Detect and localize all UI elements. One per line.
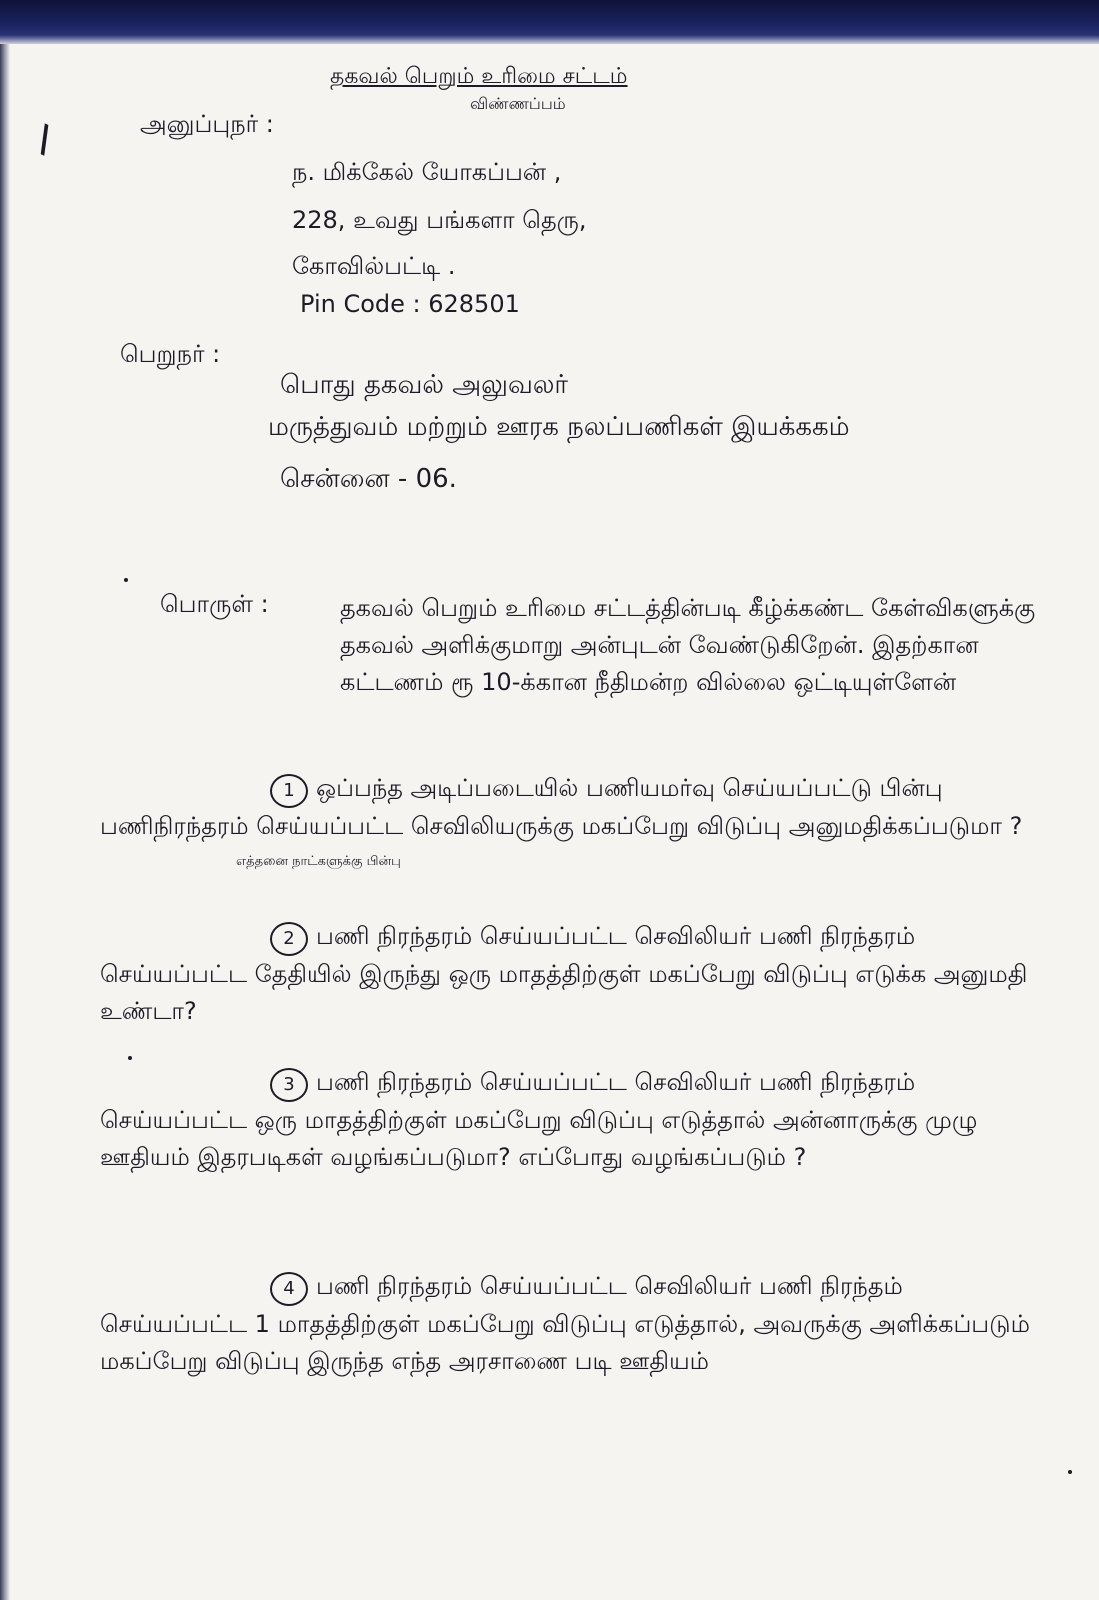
question-2 <box>100 918 1040 1030</box>
sender-name: ந. மிக்கேல் யோகப்பன் , <box>292 158 562 186</box>
inserted-note: எத்தனை நாட்களுக்கு பின்பு <box>236 854 401 869</box>
sender-label: அனுப்புநர் : <box>140 110 274 138</box>
question-text: பணி நிரந்தரம் செய்யப்பட்ட செவிலியர் பணி நிரந்தரம் செய்யப்பட்ட தேதியில் இருந்து ஒரு மாதத்திற்குள் மகப்பேறு விடுப்பு எடுக்க அனுமதி உண்டா? <box>100 922 1028 1026</box>
receiver-officer: பொது தகவல் அலுவலர் <box>280 370 569 400</box>
question-number: 4 <box>270 1272 308 1306</box>
receiver-label: பெறுநர் : <box>120 340 221 368</box>
page-subtitle: விண்ணப்பம் <box>470 94 566 113</box>
question-number: 2 <box>270 922 308 956</box>
question-1 <box>100 770 1040 845</box>
question-number: 3 <box>270 1068 308 1102</box>
question-text: ஒப்பந்த அடிப்படையில் பணியமர்வு செய்யப்பட்டு பின்பு பணிநிரந்தரம் செய்யப்பட்ட செவிலியருக்கு மகப்பேறு விடுப்பு அனுமதிக்கப்படுமா ? <box>100 774 1023 840</box>
scan-left-edge <box>0 44 10 1600</box>
subject-text: தகவல் பெறும் உரிமை சட்டத்தின்படி கீழ்க்கண்ட கேள்விகளுக்கு தகவல் அளிக்குமாறு அன்புடன் வேண்டுகிறேன். இதற்கான கட்டணம் ரூ 10-க்கான நீதிமன்ற வில்லை ஒட்டியுள்ளேன் <box>340 594 1036 697</box>
sender-street: 228, உவது பங்களா தெரு, <box>292 206 587 234</box>
speck <box>124 578 128 582</box>
receiver-department: மருத்துவம் மற்றும் ஊரக நலப்பணிகள் இயக்ககம் <box>268 412 850 442</box>
question-3 <box>100 1064 1040 1176</box>
question-text: பணி நிரந்தரம் செய்யப்பட்ட செவிலியர் பணி நிரந்தரம் செய்யப்பட்ட ஒரு மாதத்திற்குள் மகப்பேறு விடுப்பு எடுத்தால் அன்னாருக்கு முழு ஊதியம் இதரபடிகள் வழங்கப்படுமா? எப்போது வழங்கப்படும் ? <box>100 1068 978 1172</box>
scan-top-band <box>0 0 1099 44</box>
margin-mark: \ <box>29 118 60 161</box>
question-text: பணி நிரந்தரம் செய்யப்பட்ட செவிலியர் பணி நிரந்தம் செய்யப்பட்ட 1 மாதத்திற்குள் மகப்பேறு விடுப்பு எடுத்தால், அவருக்கு அளிக்கப்படும் மகப்பேறு விடுப்பு இருந்த எந்த அரசாணை படி ஊதியம் <box>100 1272 1030 1376</box>
question-4 <box>100 1268 1040 1380</box>
speck <box>1068 1470 1072 1474</box>
speck <box>128 1056 132 1060</box>
page-title: தகவல் பெறும் உரிமை சட்டம் <box>330 64 628 89</box>
receiver-city: சென்னை - 06. <box>280 464 457 494</box>
sender-pincode: Pin Code : 628501 <box>300 290 520 318</box>
subject-label: பொருள் : <box>160 590 269 618</box>
sender-town: கோவில்பட்டி . <box>292 252 456 280</box>
question-number: 1 <box>270 774 308 808</box>
